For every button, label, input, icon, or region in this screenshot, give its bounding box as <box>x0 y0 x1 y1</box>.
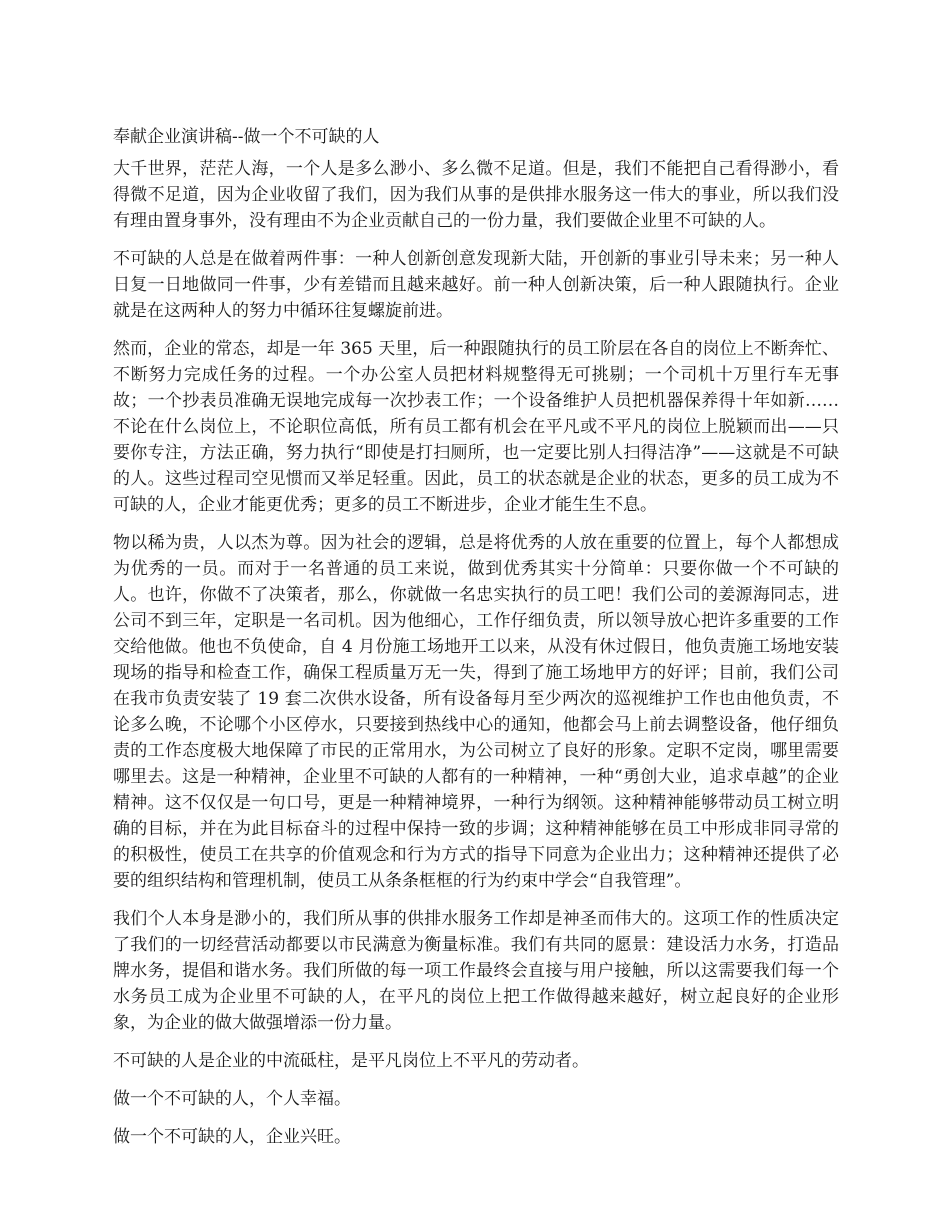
document-title: 奉献企业演讲稿--做一个不可缺的人 <box>113 127 380 147</box>
paragraph-6: 不可缺的人是企业的中流砥柱，是平凡岗位上不平凡的劳动者。 <box>113 1051 589 1071</box>
document-body <box>113 124 839 1162</box>
paragraph-1: 大千世界，茫茫人海，一个人是多么渺小、多么微不足道。但是，我们不能把自己看得渺小，看得微不足道，因为企业收留了我们，因为我们从事的是供排水服务这一伟大的事业，所以我们没有理由置身事外，没有理由不为企业贡献自己的一份力量，我们要做企业里不可缺的人。 <box>113 159 839 231</box>
paragraph-4: 物以稀为贵，人以杰为尊。因为社会的逻辑，总是将优秀的人放在重要的位置上，每个人都想成为优秀的一员。而对于一名普通的员工来说，做到优秀其实十分简单：只要你做一个不可缺的人。也许，你做不了决策者，那么，你就做一名忠实执行的员工吧！我们公司的姜源海同志，进公司不到三年，定职是一名司机。因为他细心，工作仔细负责，所以领导放心把许多重要的工作交给他做。他也不负使命，自 4 月份施工场地开工以来，从没有休过假日，他负责施工场地安装现场的指导和检查工作，确保工程质量万无一失，得到了施工场地甲方的好评；目前，我们公司在我市负责安装了 19 套二次供水设备，所有设备每月至少两次的巡视维护工作也由他负责，不论多么晚，不论哪个小区停水，只要接到热线中心的通知，他都会马上前去调整设备，他仔细负责的工作态度极大地保障了市民的正常用水，为公司树立了良好的形象。定职不定岗，哪里需要哪里去。这是一种精神，企业里不可缺的人都有的一种精神，一种“勇创大业，追求卓越”的企业精神。这不仅仅是一句口号，更是一种精神境界，一种行为纲领。这种精神能够带动员工树立明确的目标，并在为此目标奋斗的过程中保持一致的步调；这种精神能够在员工中形成非同寻常的的积极性，使员工在共享的价值观念和行为方式的指导下同意为企业出力；这种精神还提供了必要的组织结构和管理机制，使员工从条条框框的行为约束中学会“自我管理”。 <box>113 533 839 891</box>
paragraph-3: 然而，企业的常态，却是一年 365 天里，后一种跟随执行的员工阶层在各自的岗位上不断奔忙、不断努力完成任务的过程。一个办公室人员把材料规整得无可挑剔；一个司机十万里行车无事故；一个抄表员准确无误地完成每一次抄表工作；一个设备维护人员把机器保养得十年如新……不论在什么岗位上，不论职位高低，所有员工都有机会在平凡或不平凡的岗位上脱颖而出——只要你专注，方法正确，努力执行“即使是打扫厕所，也一定要比别人扫得洁净”——这就是不可缺的人。这些过程司空见惯而又举足轻重。因此，员工的状态就是企业的状态，更多的员工成为不可缺的人，企业才能更优秀；更多的员工不断进步，企业才能生生不息。 <box>113 339 839 515</box>
paragraph-7: 做一个不可缺的人，个人幸福。 <box>113 1089 351 1109</box>
paragraph-5: 我们个人本身是渺小的，我们所从事的供排水服务工作却是神圣而伟大的。这项工作的性质决定了我们的一切经营活动都要以市民满意为衡量标准。我们有共同的愿景：建设活力水务，打造品牌水务，提倡和谐水务。我们所做的每一项工作最终会直接与用户接触，所以这需要我们每一个水务员工成为企业里不可缺的人，在平凡的岗位上把工作做得越来越好，树立起良好的企业形象，为企业的做大做强增添一份力量。 <box>113 909 839 1033</box>
paragraph-2: 不可缺的人总是在做着两件事：一种人创新创意发现新大陆，开创新的事业引导未来；另一种人日复一日地做同一件事，少有差错而且越来越好。前一种人创新决策，后一种人跟随执行。企业就是在这两种人的努力中循环往复螺旋前进。 <box>113 249 839 321</box>
paragraph-8: 做一个不可缺的人，企业兴旺。 <box>113 1127 351 1147</box>
